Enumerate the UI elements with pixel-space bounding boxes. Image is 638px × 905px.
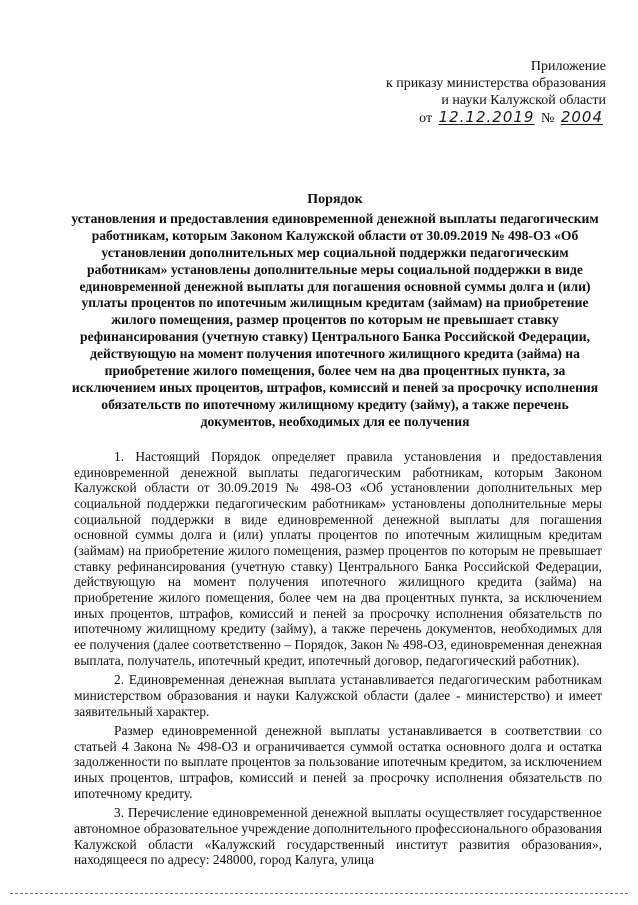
appendix-header xyxy=(386,58,606,127)
date-prefix: от xyxy=(419,111,433,126)
number-prefix: № xyxy=(540,111,555,126)
handwritten-date: 12.12.2019 xyxy=(438,108,535,126)
paragraph-3: Размер единовременной денежной выплаты устанавливается в соответствии со статьей 4 Закона № 498-ОЗ и ограничивается суммой остатка основного долга и остатка задолженности по выплате процентов за пользование ипотечным кредитом, за исключением иных процентов, штрафов, комиссий и пеней за просрочку исполнения обязательств по ипотечному кредиту. xyxy=(74,723,602,801)
page-bottom-divider xyxy=(10,893,628,894)
document-title: установления и предоставления единовременной денежной выплаты педагогическим работникам, которым Законом Калужской области от 30.09.2019 № 498-ОЗ «Об установлении дополнительных мер социальной поддержки педагогическим работникам» установлены дополнительные меры социальной поддержки в виде единовременной денежной выплаты для погашения основной суммы долга и (или) уплаты процентов по ипотечным жилищным кредитам (займам) на приобретение жилого помещения, размер процентов по которым не превышает ставку рефинансирования (учетную ставку) Центрального Банка Российской Федерации, действующую на момент получения ипотечного жилищного кредита (займа) на приобретение жилого помещения, более чем на два процентных пункта, за исключением иных процентов, штрафов, комиссий и пеней за просрочку исполнения обязательств по ипотечному жилищному кредиту (займу), а также перечень документов, необходимых для ее получения xyxy=(71,210,599,429)
appendix-order-line: к приказу министерства образования xyxy=(385,76,606,91)
paragraph-2: 2. Единовременная денежная выплата устанавливается педагогическим работникам министерством образования и науки Калужской области (далее - министерство) и имеет заявительный характер. xyxy=(74,672,602,719)
handwritten-number: 2004 xyxy=(560,108,603,126)
appendix-ministry-line: и науки Калужской области xyxy=(441,93,606,108)
document-title-block xyxy=(70,192,600,431)
document-body xyxy=(74,449,602,872)
appendix-date-line xyxy=(386,109,606,127)
paragraph-4: 3. Перечисление единовременной денежной выплаты осуществляет государственное автономное образовательное учреждение дополнительного профессионального образования Калужской области «Калужский государственный институт развития образования», находящееся по адресу: 248000, город Калуга, улица xyxy=(74,805,602,868)
appendix-title: Приложение xyxy=(530,59,606,74)
document-heading: Порядок xyxy=(307,192,363,207)
paragraph-1: 1. Настоящий Порядок определяет правила установления и предоставления единовременной денежной выплаты педагогическим работникам, которым Законом Калужской области от 30.09.2019 № 498-ОЗ «Об установлении дополнительных мер социальной поддержки педагогическим работникам» установлены дополнительные меры социальной поддержки в виде единовременной денежной выплаты для погашения основной суммы долга и (или) уплаты процентов по ипотечным жилищным кредитам (займам) на приобретение жилого помещения, размер процентов по которым не превышает ставку рефинансирования (учетную ставку) Центрального Банка Российской Федерации, действующую на момент получения ипотечного жилищного кредита (займа) на приобретение жилого помещения, более чем на два процентных пункта, за исключением иных процентов, штрафов, комиссий и пеней за просрочку исполнения обязательств по ипотечному жилищному кредиту (займу), а также перечень документов, необходимых для ее получения (далее соответственно – Порядок, Закон № 498-ОЗ, единовременная денежная выплата, получатель, ипотечный кредит, ипотечный договор, педагогический работник). xyxy=(74,449,602,668)
